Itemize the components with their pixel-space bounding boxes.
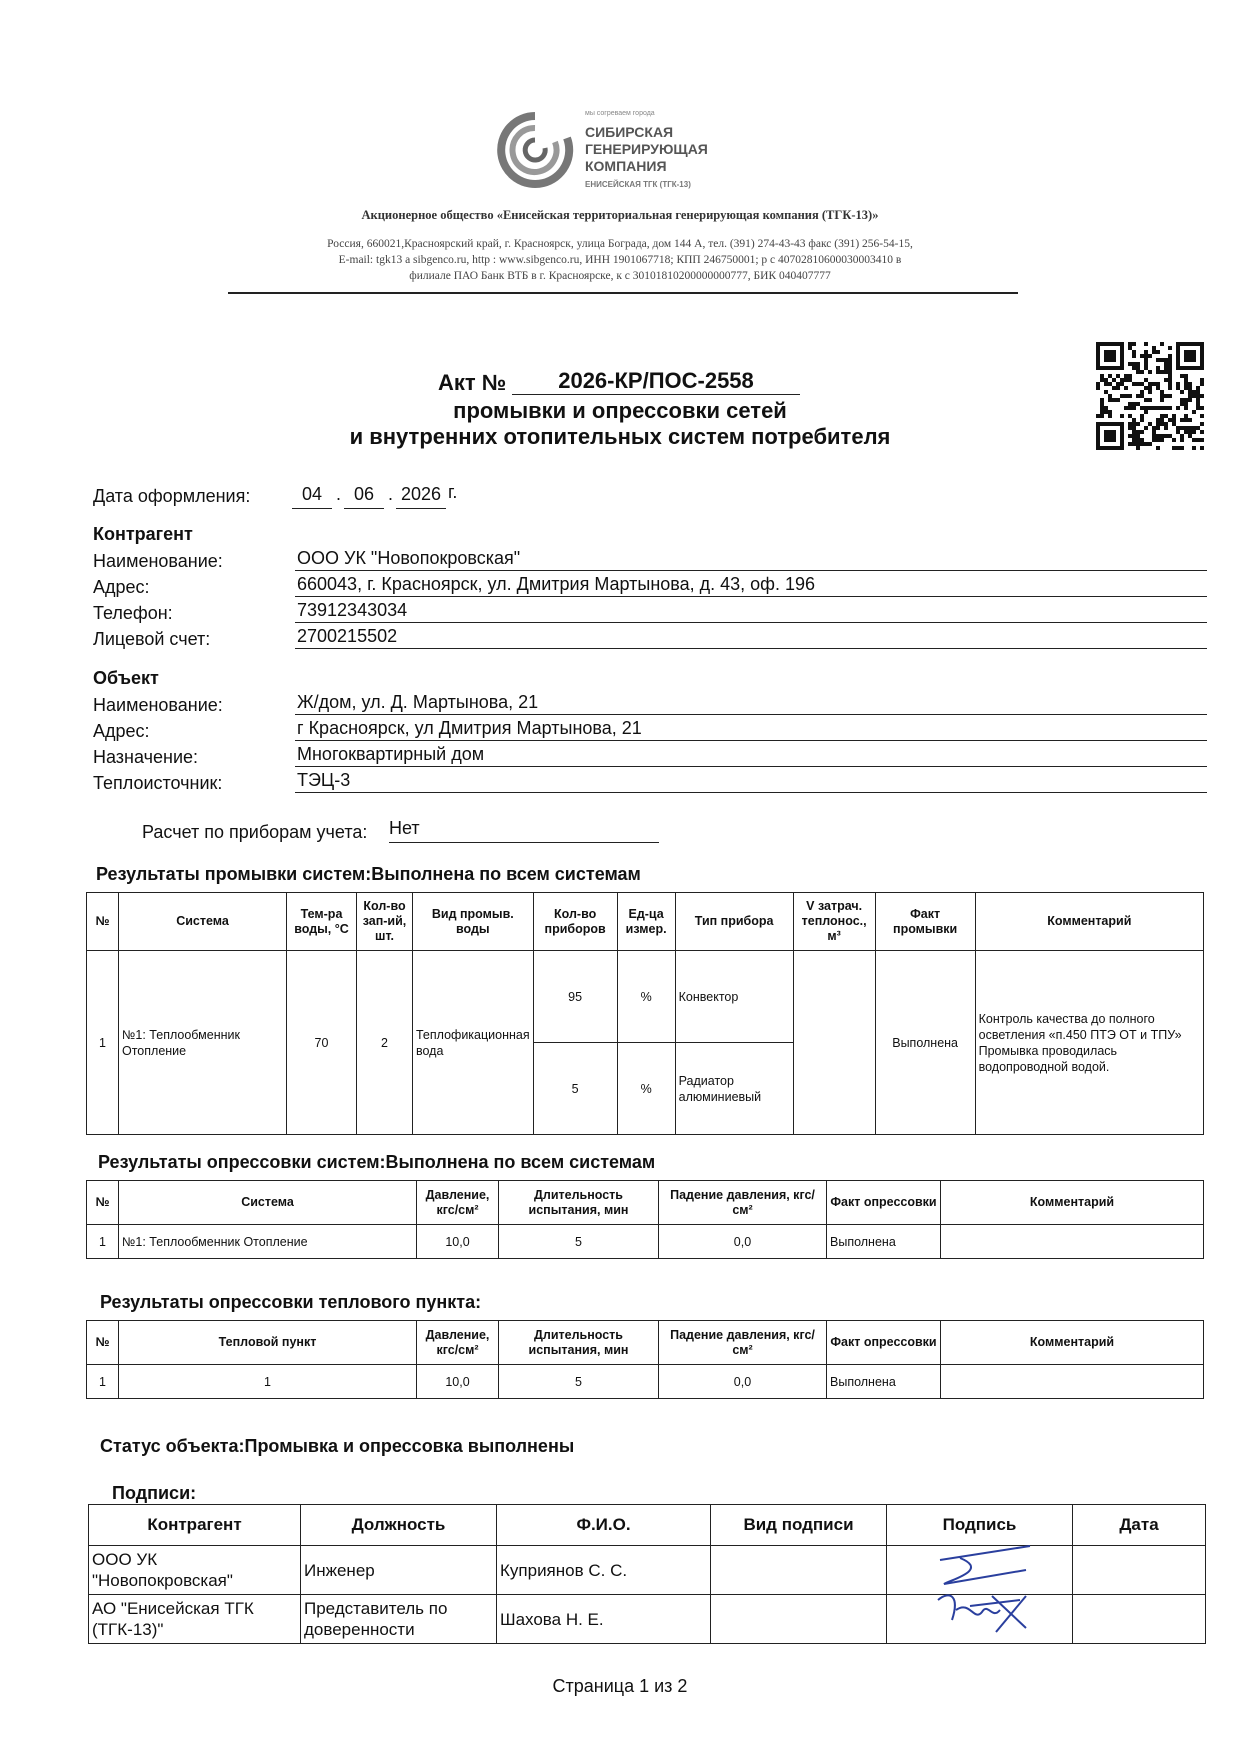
col-device-type: Тип прибора [675, 893, 793, 951]
act-number: 2026-КР/ПОС-2558 [512, 368, 800, 395]
col-comment: Комментарий [941, 1181, 1204, 1225]
requisites-line-3: филиале ПАО Банк ВТБ в г. Красноярске, к с 30101810200000000777, БИК 040407777 [409, 270, 831, 282]
col-point: Тепловой пункт [119, 1321, 417, 1365]
col-drop: Падение давления, кгс/см² [659, 1181, 827, 1225]
row-fact: Выполнена [875, 951, 975, 1135]
contractor-address-label: Адрес: [93, 577, 150, 597]
col-system: Система [119, 1181, 417, 1225]
pressure-systems-header-row [87, 1181, 1204, 1225]
date-month: 06 [344, 484, 384, 509]
col-system: Система [119, 893, 287, 951]
sig-party: ООО УК "Новопокровская" [89, 1546, 301, 1595]
pressure-point-table [86, 1320, 1204, 1399]
contractor-name-label: Наименование: [93, 551, 223, 571]
header-divider [228, 292, 1018, 294]
flushing-header-row [87, 893, 1204, 951]
contractor-address: 660043, г. Красноярск, ул. Дмитрия Мартынова, д. 43, оф. 196 [295, 572, 1207, 597]
row-system: №1: Теплообменник Отопление [119, 1225, 417, 1259]
object-status: Статус объекта:Промывка и опрессовка выполнены [100, 1436, 575, 1456]
page-number: Страница 1 из 2 [552, 1676, 688, 1696]
handwritten-signature-icon [930, 1540, 1060, 1646]
act-label: Акт № [438, 370, 507, 395]
contractor-name: ООО УК "Новопокровская" [295, 546, 1207, 571]
col-num: № [87, 1181, 119, 1225]
logo-line-3: КОМПАНИЯ [585, 158, 667, 174]
row-point: 1 [119, 1365, 417, 1399]
table-row [87, 1365, 1204, 1399]
object-address-label: Адрес: [93, 721, 150, 741]
col-comment: Комментарий [941, 1321, 1204, 1365]
row-comment: Контроль качества до полного осветления «п.450 ПТЭ ОТ и ТПУ» Промывка проводилась водопроводной водой. [975, 951, 1203, 1135]
col-duration: Длительность испытания, мин [499, 1181, 659, 1225]
contractor-heading: Контрагент [93, 524, 193, 544]
sig-position: Инженер [301, 1546, 497, 1595]
sig-position: Представитель по доверенности [301, 1595, 497, 1644]
logo-line-2: ГЕНЕРИРУЮЩАЯ [585, 141, 708, 157]
row-num: 1 [87, 1225, 119, 1259]
row-pressure: 10,0 [417, 1365, 499, 1399]
flushing-table [86, 892, 1204, 1135]
col-temp: Тем-ра воды, °С [287, 893, 357, 951]
row-duration: 5 [499, 1225, 659, 1259]
object-source-label: Теплоисточник: [93, 773, 223, 793]
col-fact: Факт промывки [875, 893, 975, 951]
title-line-2: промывки и опрессовки сетей [453, 398, 787, 423]
date-label: Дата оформления: [93, 486, 251, 506]
col-num: № [87, 1321, 119, 1365]
object-heading: Объект [93, 668, 159, 688]
contractor-phone-label: Телефон: [93, 603, 173, 623]
logo-line-1: СИБИРСКАЯ [585, 124, 674, 140]
pressure-systems-table [86, 1180, 1204, 1259]
flushing-heading: Результаты промывки систем:Выполнена по всем системам [96, 864, 641, 884]
col-party: Контрагент [89, 1505, 301, 1546]
col-fact: Факт опрессовки [827, 1181, 941, 1225]
contractor-phone: 73912343034 [295, 598, 1207, 623]
sig-kind [711, 1546, 887, 1595]
contractor-account: 2700215502 [295, 624, 1207, 649]
row-pressure: 10,0 [417, 1225, 499, 1259]
logo-swirl-icon [495, 110, 575, 190]
logo-subtitle: ЕНИСЕЙСКАЯ ТГК (ТГК-13) [585, 180, 691, 189]
row-device-type: Радиатор алюминиевый [675, 1043, 793, 1135]
logo-tagline: мы согреваем города [585, 110, 655, 117]
table-row [87, 1225, 1204, 1259]
metering-label: Расчет по приборам учета: [142, 822, 368, 842]
date-separator: . [336, 484, 342, 504]
object-name-label: Наименование: [93, 695, 223, 715]
title-line-3: и внутренних отопительных систем потребителя [349, 424, 891, 449]
table-row [87, 951, 1204, 1043]
col-num: № [87, 893, 119, 951]
sig-party: АО "Енисейская ТГК (ТГК-13)" [89, 1595, 301, 1644]
sig-date [1073, 1595, 1206, 1644]
col-devices: Кол-во приборов [533, 893, 617, 951]
col-fact: Факт опрессовки [827, 1321, 941, 1365]
row-water: Теплофикационная вода [413, 951, 534, 1135]
col-signature: Подпись [887, 1505, 1073, 1546]
col-water: Вид промыв. воды [413, 893, 534, 951]
row-comment [941, 1225, 1204, 1259]
col-duration: Длительность испытания, мин [499, 1321, 659, 1365]
col-full-name: Ф.И.О. [497, 1505, 711, 1546]
object-purpose-label: Назначение: [93, 747, 199, 767]
object-address: г Красноярск, ул Дмитрия Мартынова, 21 [295, 716, 1207, 741]
row-volume [793, 951, 875, 1135]
requisites-line-2: E-mail: tgk13 a sibgenco.ru, http : www.sibgenco.ru, ИНН 1901067718; КПП 246750001; р с 40702810600030003410 в [338, 254, 902, 266]
row-drop: 0,0 [659, 1225, 827, 1259]
row-num: 1 [87, 951, 119, 1135]
pressure-systems-heading: Результаты опрессовки систем:Выполнена по всем системам [98, 1152, 656, 1172]
row-duration: 5 [499, 1365, 659, 1399]
col-date: Дата [1073, 1505, 1206, 1546]
col-drop: Падение давления, кгс/см² [659, 1321, 827, 1365]
col-pressure: Давление, кгс/см² [417, 1181, 499, 1225]
col-comment: Комментарий [975, 893, 1203, 951]
col-count: Кол-во зап-ий, шт. [357, 893, 413, 951]
row-count: 2 [357, 951, 413, 1135]
row-comment [941, 1365, 1204, 1399]
date-year: 2026 [396, 484, 446, 509]
date-suffix: г. [448, 482, 458, 502]
row-device-unit: % [617, 1043, 675, 1135]
col-pressure: Давление, кгс/см² [417, 1321, 499, 1365]
contractor-account-label: Лицевой счет: [93, 629, 211, 649]
row-device-qty: 5 [533, 1043, 617, 1135]
company-full-name: Акционерное общество «Енисейская территориальная генерирующая компания (ТГК-13)» [361, 208, 879, 222]
pressure-point-header-row [87, 1321, 1204, 1365]
row-device-qty: 95 [533, 951, 617, 1043]
row-fact: Выполнена [827, 1365, 941, 1399]
pressure-point-heading: Результаты опрессовки теплового пункта: [100, 1292, 482, 1312]
col-volume: V затрач. теплонос., м³ [793, 893, 875, 951]
metering-value: Нет [389, 818, 659, 843]
col-signature-kind: Вид подписи [711, 1505, 887, 1546]
requisites-line-1: Россия, 660021,Красноярский край, г. Красноярск, улица Бограда, дом 144 А, тел. (391) 274-43-43 факс (391) 256-54-15, [327, 238, 913, 250]
row-fact: Выполнена [827, 1225, 941, 1259]
object-source: ТЭЦ-3 [295, 768, 1207, 793]
row-num: 1 [87, 1365, 119, 1399]
sig-name: Куприянов С. С. [497, 1546, 711, 1595]
col-unit: Ед-ца измер. [617, 893, 675, 951]
object-name: Ж/дом, ул. Д. Мартынова, 21 [295, 690, 1207, 715]
row-device-unit: % [617, 951, 675, 1043]
sig-date [1073, 1546, 1206, 1595]
object-purpose: Многоквартирный дом [295, 742, 1207, 767]
sig-kind [711, 1595, 887, 1644]
row-drop: 0,0 [659, 1365, 827, 1399]
row-device-type: Конвектор [675, 951, 793, 1043]
signatures-heading: Подписи: [112, 1483, 197, 1503]
sig-name: Шахова Н. Е. [497, 1595, 711, 1644]
row-system: №1: Теплообменник Отопление [119, 951, 287, 1135]
date-day: 04 [292, 484, 332, 509]
date-separator: . [388, 484, 394, 504]
col-position: Должность [301, 1505, 497, 1546]
row-temp: 70 [287, 951, 357, 1135]
